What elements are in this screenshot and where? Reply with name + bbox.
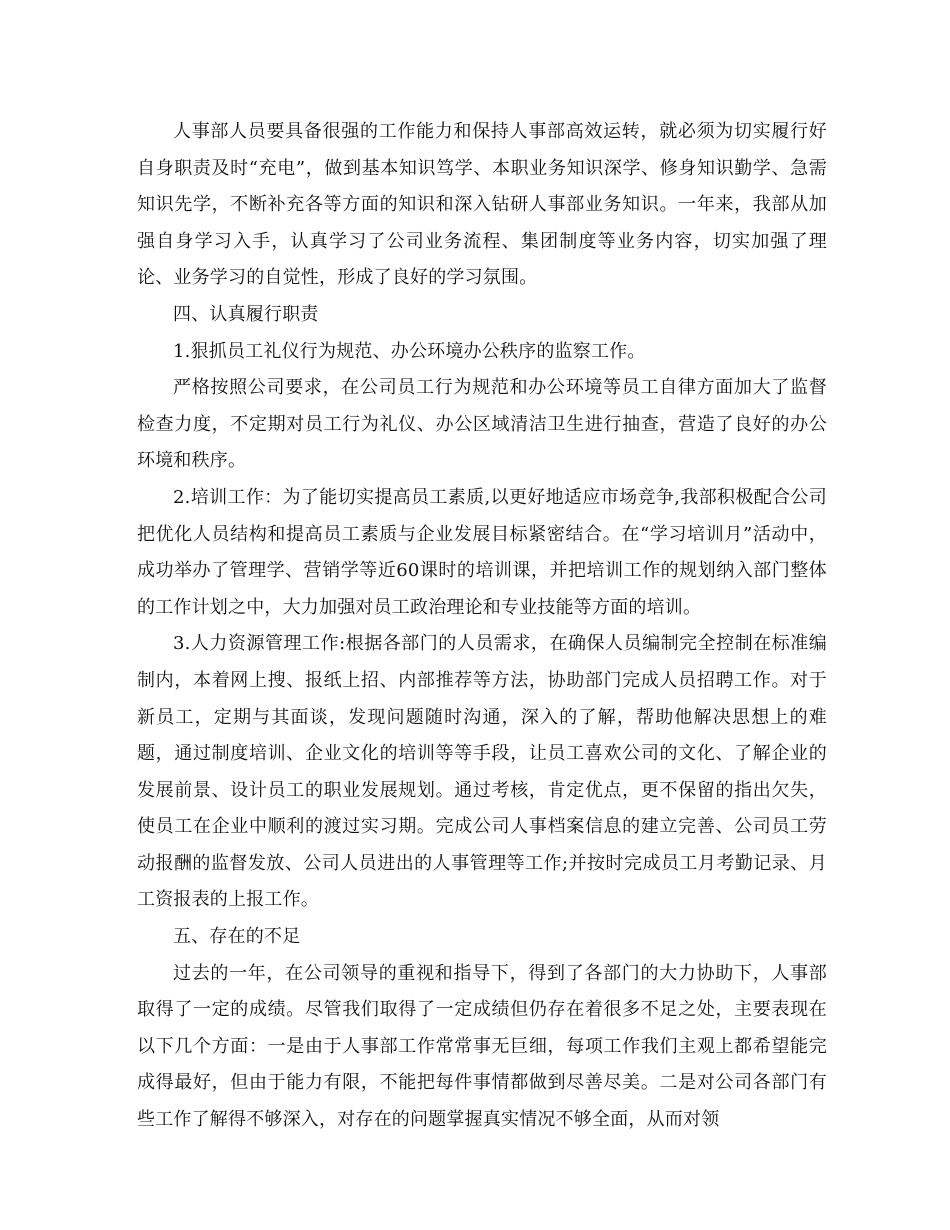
section-heading-shortcomings: 五、存在的不足: [173, 926, 301, 948]
paragraph-study: 人事部人员要具备很强的工作能力和保持人事部高效运转，就必须为切实履行好自身职责及时“充电”，做到基本知识笃学、本职业务知识深学、修身知识勤学、急需知识先学，不断补充各等方面的知识和深入钻研人事部业务知识。一年来，我部从加强自身学习入手，认真学习了公司业务流程、集团制度等业务内容，切实加强了理论、业务学习的自觉性，形成了良好的学习氛围。: [137, 121, 827, 289]
paragraph-supervision: 严格按照公司要求，在公司员工行为规范和办公环境等员工自律方面加大了监督检查力度，不定期对员工行为礼仪、办公区域清洁卫生进行抽查，营造了良好的办公环境和秩序。: [137, 377, 827, 472]
paragraph-shortcomings: 过去的一年，在公司领导的重视和指导下，得到了各部门的大力协助下，人事部取得了一定的成绩。尽管我们取得了一定成绩但仍存在着很多不足之处，主要表现在以下几个方面：一是由于人事部工作常常事无巨细，每项工作我们主观上都希望能完成得最好，但由于能力有限，不能把每件事情都做到尽善尽美。二是对公司各部门有些工作了解得不够深入，对存在的问题掌握真实情况不够全面，从而对领: [137, 962, 827, 1131]
paragraph-hr-management: 3.人力资源管理工作:根据各部门的人员需求，在确保人员编制完全控制在标准编制内，本着网上搜、报纸上招、内部推荐等方法，协助部门完成人员招聘工作。对于新员工，定期与其面谈，发现问题随时沟通，深入的了解，帮助他解决思想上的难题，通过制度培训、企业文化的培训等等手段，让员工喜欢公司的文化、了解企业的发展前景、设计员工的职业发展规划。通过考核，肯定优点，更不保留的指出欠失，使员工在企业中顺利的渡过实习期。完成公司人事档案信息的建立完善、公司员工劳动报酬的监督发放、公司人员进出的人事管理等工作;并按时完成员工月考勤记录、月工资报表的上报工作。: [137, 633, 827, 911]
paragraph-training: 2.培训工作：为了能切实提高员工素质,以更好地适应市场竞争,我部积极配合公司把优化人员结构和提高员工素质与企业发展目标紧密结合。在“学习培训月”活动中，成功举办了管理学、营销学等近60课时的培训课，并把培训工作的规划纳入部门整体的工作计划之中，大力加强对员工政治理论和专业技能等方面的培训。: [137, 486, 827, 618]
item-heading-supervision: 1.狠抓员工礼仪行为规范、办公环境办公秩序的监察工作。: [173, 340, 646, 362]
document-body: [137, 114, 827, 1139]
section-heading-duties: 四、认真履行职责: [173, 303, 319, 325]
